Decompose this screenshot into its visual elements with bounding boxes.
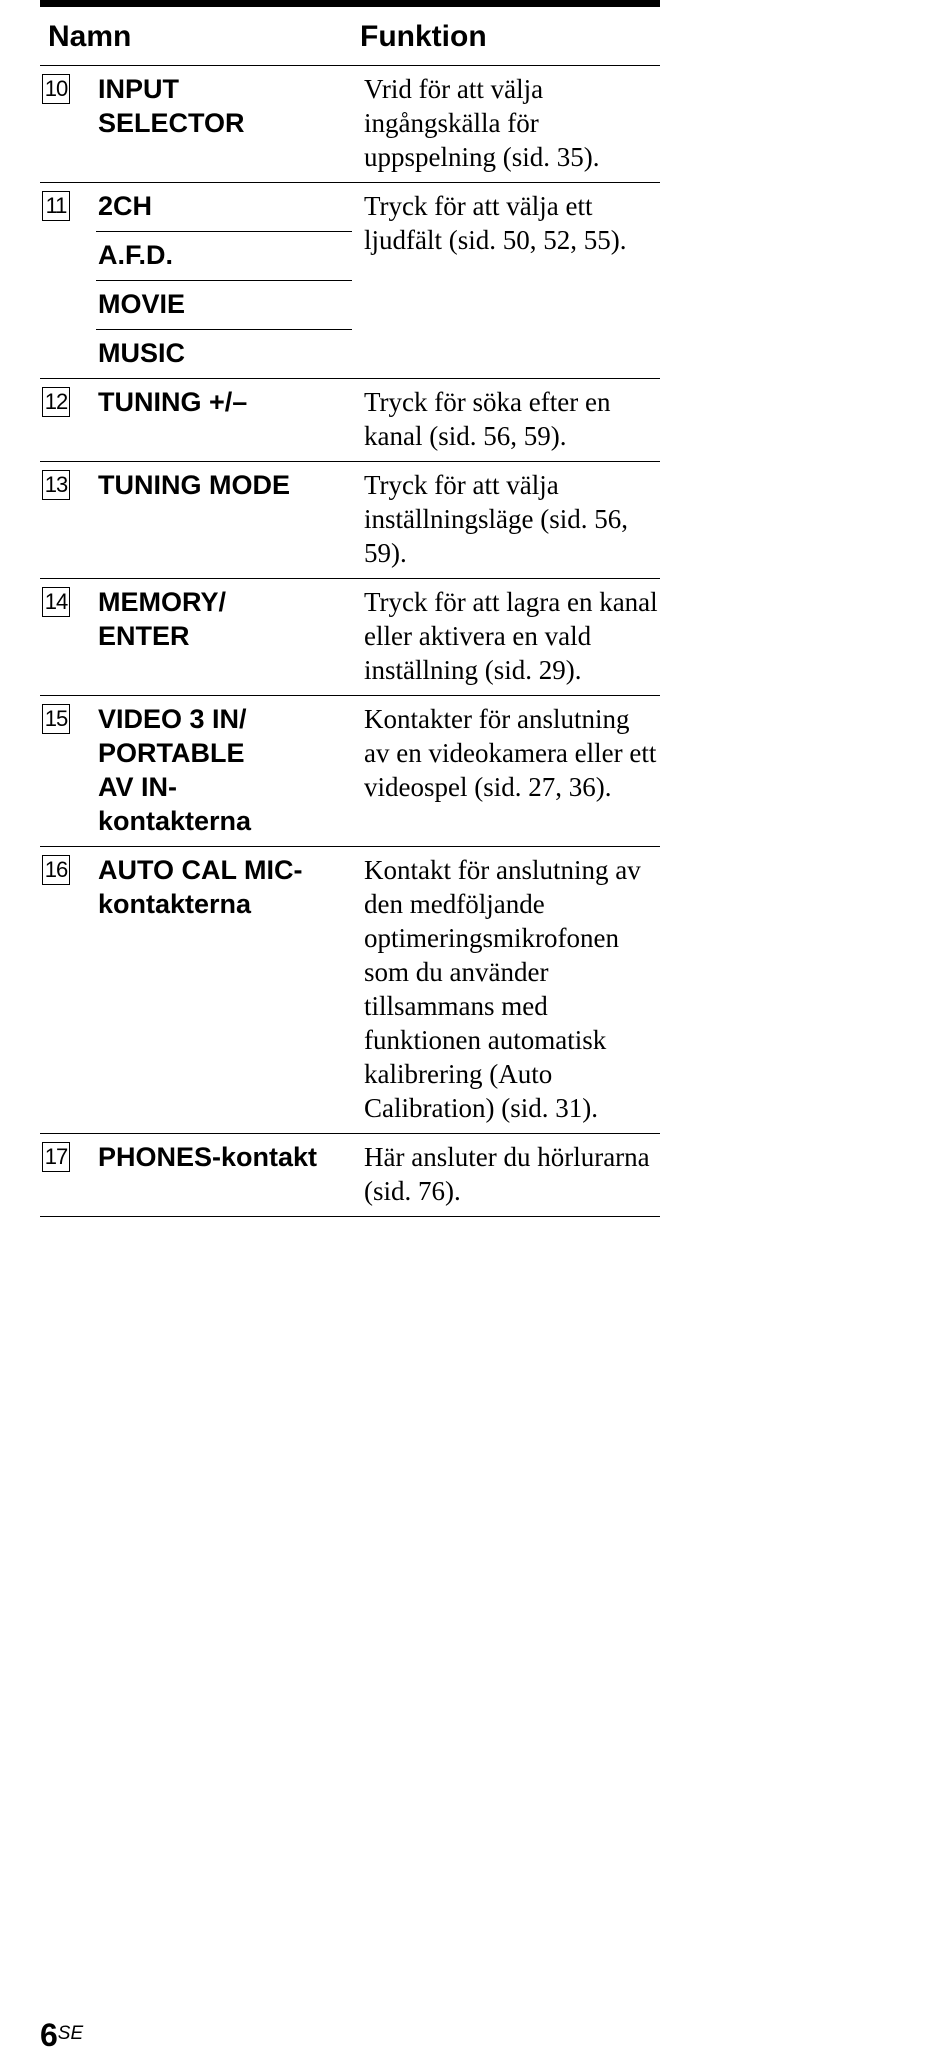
item-number-cell — [40, 66, 96, 183]
table-row — [40, 696, 660, 847]
item-name: TUNING MODE — [96, 462, 352, 579]
item-number: 11 — [42, 191, 70, 221]
item-name: MEMORY/ ENTER — [96, 579, 352, 696]
item-function: Kontakt för anslutning av den medföljande optimeringsmikrofonen som du använder tillsammans med funktionen automatisk kalibrering (Auto Calibration) (sid. 31). — [352, 847, 660, 1134]
page-number-suffix: SE — [57, 2023, 84, 2044]
item-number: 15 — [42, 704, 70, 734]
item-function: Tryck för söka efter en kanal (sid. 56, 59). — [352, 379, 660, 462]
item-number-cell — [40, 696, 96, 847]
header-name: Namn — [40, 4, 352, 66]
item-number: 13 — [42, 470, 70, 500]
table-row — [40, 66, 660, 183]
item-number-cell — [40, 1134, 96, 1217]
table-row — [40, 379, 660, 462]
table-row — [40, 1134, 660, 1217]
table-row — [40, 847, 660, 1134]
page-number — [40, 2018, 83, 2052]
item-function: Vrid för att välja ingångskälla för uppspelning (sid. 35). — [352, 66, 660, 183]
table-body — [40, 66, 660, 1217]
item-name: MUSIC — [96, 330, 352, 379]
item-number: 16 — [42, 855, 70, 885]
item-name: TUNING +/– — [96, 379, 352, 462]
item-function: Här ansluter du hörlurarna (sid. 76). — [352, 1134, 660, 1217]
item-function: Tryck för att välja inställningsläge (sid. 56, 59). — [352, 462, 660, 579]
item-number-cell — [40, 847, 96, 1134]
item-name: A.F.D. — [96, 232, 352, 281]
item-function: Tryck för att välja ett ljudfält (sid. 50, 52, 55). — [352, 183, 660, 379]
header-function: Funktion — [352, 4, 660, 66]
item-number-cell — [40, 579, 96, 696]
table-row — [40, 462, 660, 579]
item-number-cell — [40, 379, 96, 462]
item-function: Kontakter för anslutning av en videokamera eller ett videospel (sid. 27, 36). — [352, 696, 660, 847]
controls-table — [40, 0, 660, 1217]
item-number: 10 — [42, 74, 70, 104]
item-number-cell — [40, 183, 96, 379]
item-name: INPUT SELECTOR — [96, 66, 352, 183]
item-name: VIDEO 3 IN/ PORTABLE AV IN- kontakterna — [96, 696, 352, 847]
table-row — [40, 579, 660, 696]
item-number: 17 — [42, 1142, 70, 1172]
item-number: 12 — [42, 387, 70, 417]
table-header-row — [40, 4, 660, 66]
table-row — [40, 183, 660, 232]
item-name: PHONES-kontakt — [96, 1134, 352, 1217]
item-function: Tryck för att lagra en kanal eller aktivera en vald inställning (sid. 29). — [352, 579, 660, 696]
item-name: MOVIE — [96, 281, 352, 330]
item-name: 2CH — [96, 183, 352, 232]
item-number-cell — [40, 462, 96, 579]
item-number: 14 — [42, 587, 70, 617]
item-name: AUTO CAL MIC- kontakterna — [96, 847, 352, 1134]
page-number-value: 6 — [40, 2017, 58, 2053]
